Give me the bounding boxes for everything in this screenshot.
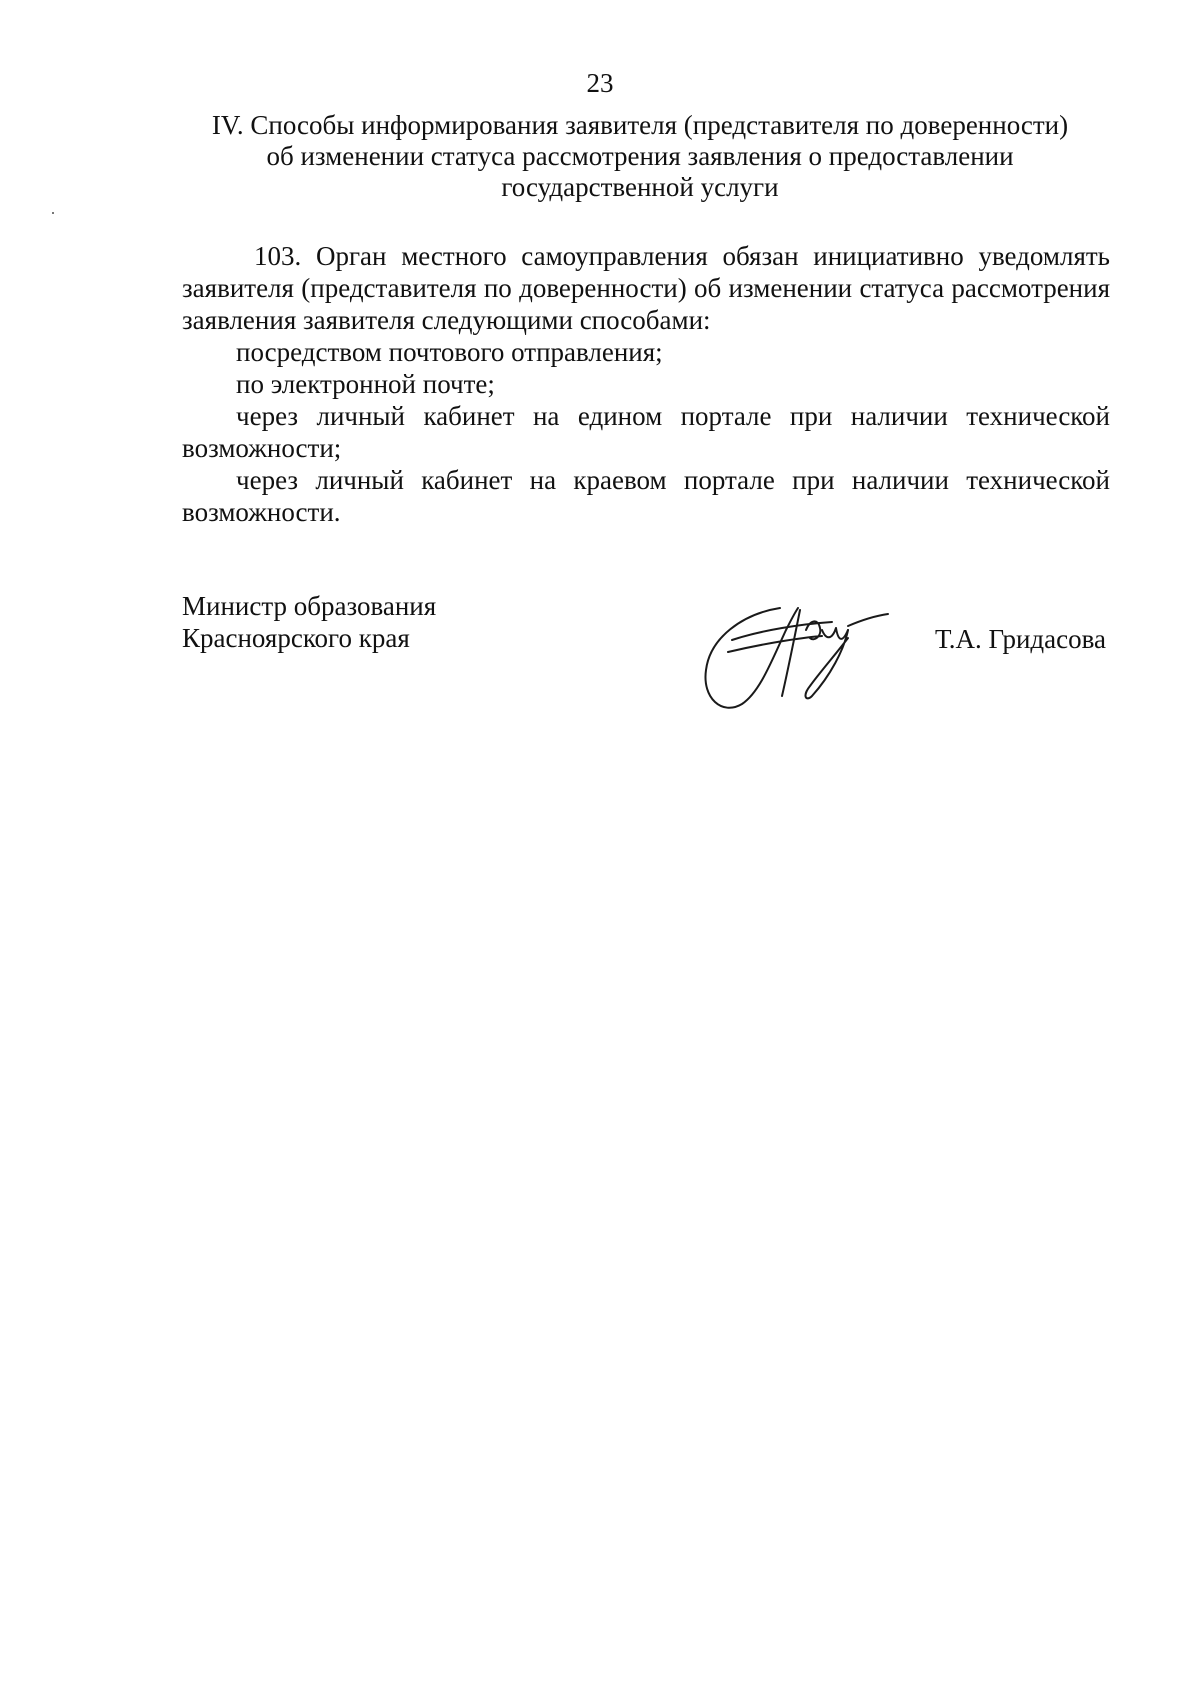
section-title xyxy=(170,110,1110,203)
signer-position xyxy=(182,590,436,654)
handwritten-signature-icon xyxy=(702,600,892,720)
page-number: 23 xyxy=(586,68,614,98)
paragraph-103: 103. Орган местного самоуправления обязан инициативно уведомлять заявителя (представителя по доверенности) об изменении статуса рассмотрения заявления заявителя следующими способами: xyxy=(182,241,1110,335)
section-title-line: об изменении статуса рассмотрения заявления о предоставлении xyxy=(266,141,1014,171)
list-item-regional-portal: через личный кабинет на краевом портале при наличии технической возможности. xyxy=(182,465,1110,527)
signer-name: Т.А. Гридасова xyxy=(935,624,1106,654)
signer-position-line: Министр образования xyxy=(182,591,437,621)
signer-position-line: Красноярского края xyxy=(182,623,410,653)
signature-block xyxy=(182,590,1110,730)
scan-speck xyxy=(52,212,54,214)
list-item-postal: посредством почтового отправления; xyxy=(236,337,663,367)
section-title-line: IV. Способы информирования заявителя (представителя по доверенности) xyxy=(211,110,1069,140)
list-item-unified-portal: через личный кабинет на едином портале при наличии технической возможности; xyxy=(182,401,1110,463)
list-item-email: по электронной почте; xyxy=(236,369,495,399)
body-text xyxy=(182,240,1110,528)
section-title-line: государственной услуги xyxy=(501,172,779,202)
